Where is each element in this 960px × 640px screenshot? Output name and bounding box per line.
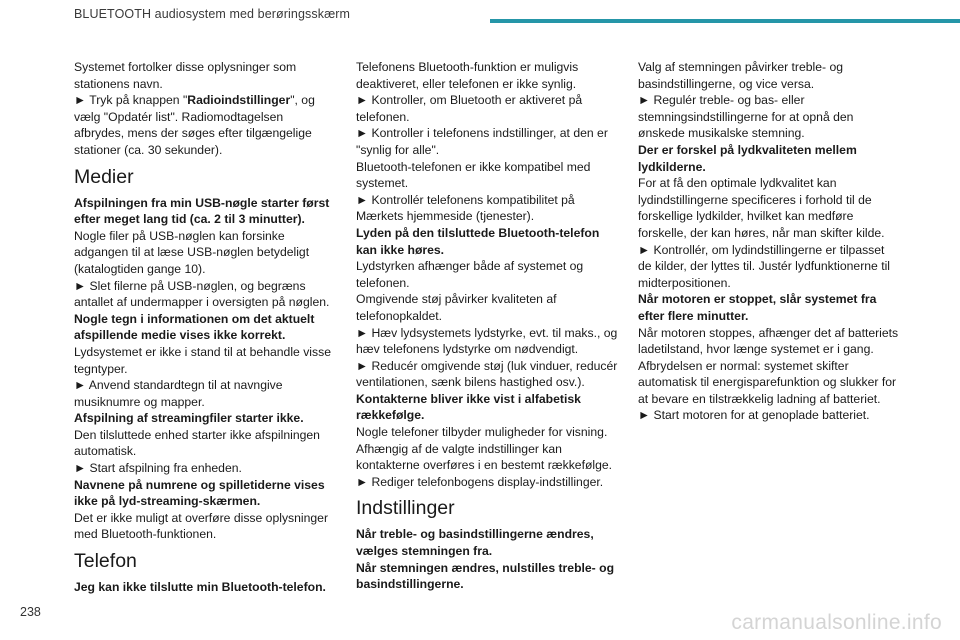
paragraph: Når motoren stoppes, afhænger det af batteriets ladetilstand, hvor længe systemet er i gang. bbox=[638, 325, 899, 357]
instruction-step: ► Start afspilning fra enheden. bbox=[74, 461, 242, 476]
paragraph: Det er ikke muligt at overføre disse oplysninger med Bluetooth-funktionen. bbox=[74, 510, 329, 542]
problem-statement: Når treble- og basindstillingerne ændres, vælges stemningen fra. bbox=[356, 527, 594, 559]
watermark: carmanualsonline.info bbox=[731, 611, 942, 634]
problem-statement: Når motoren er stoppet, slår systemet fra efter flere minutter. bbox=[638, 292, 877, 323]
section-heading: Indstillinger bbox=[356, 497, 455, 520]
paragraph: Nogle filer på USB-nøglen kan forsinke adgangen til at læse USB-nøglen betydeligt (katalogtiden gange 10). bbox=[74, 228, 310, 276]
instruction-step: ► Hæv lydsystemets lydstyrke, evt. til maks., og hæv telefonens lydstyrke om nødvendigt. bbox=[356, 325, 618, 357]
problem-statement: Afspilningen fra min USB-nøgle starter først efter meget lang tid (ca. 2 til 3 minutter). bbox=[74, 195, 330, 227]
running-header: BLUETOOTH audiosystem med berøringsskærm bbox=[74, 7, 351, 21]
instruction-step: ► Kontroller i telefonens indstillinger, at den er "synlig for alle". bbox=[356, 126, 608, 157]
instruction-step: ► Kontrollér, om lydindstillingerne er tilpasset de kilder, der lyttes til. Justér lydfunktionerne til midterpositionen. bbox=[638, 242, 890, 290]
paragraph: Den tilsluttede enhed starter ikke afspilningen automatisk. bbox=[74, 427, 320, 459]
problem-statement: Jeg kan ikke tilslutte min Bluetooth-telefon. bbox=[74, 580, 326, 595]
problem-statement: Kontakterne bliver ikke vist i alfabetisk rækkefølge. bbox=[356, 391, 581, 423]
problem-statement: Lyden på den tilsluttede Bluetooth-telefon kan ikke høres. bbox=[356, 225, 600, 257]
problem-statement: Når stemningen ændres, nulstilles treble- og basindstillingerne. bbox=[356, 560, 615, 592]
instruction-step: ► Kontroller, om Bluetooth er aktiveret på telefonen. bbox=[356, 93, 583, 124]
problem-statement: Afspilning af streamingfiler starter ikke. bbox=[74, 411, 304, 426]
instruction-step: ► Slet filerne på USB-nøglen, og begræns antallet af undermapper i oversigten på nøglen. bbox=[74, 278, 330, 310]
section-heading: Telefon bbox=[74, 550, 137, 573]
paragraph: Lydsystemet er ikke i stand til at behandle visse tegntyper. bbox=[74, 344, 331, 376]
paragraph: For at få den optimale lydkvalitet kan lydindstillingerne specificeres i forhold til de forskellige lydkilder, hvilket kan medføre forskelle, der kan høres, når man skifter kilde. bbox=[638, 176, 885, 240]
instruction-step bbox=[74, 92, 336, 158]
problem-statement: Der er forskel på lydkvaliteten mellem lydkilderne. bbox=[638, 142, 857, 174]
paragraph: Lydstyrken afhænger både af systemet og telefonen. bbox=[356, 259, 584, 290]
problem-statement: Nogle tegn i informationen om det aktuelt afspillende medie vises ikke korrekt. bbox=[74, 311, 315, 343]
paragraph: Nogle telefoner tilbyder muligheder for visning. Afhængig af de valgte indstillinger kan kontakterne overføres i en bestemt rækkefølge. bbox=[356, 425, 613, 473]
paragraph: Telefonens Bluetooth-funktion er muligvis deaktiveret, eller telefonen er ikke synlig. bbox=[356, 60, 579, 91]
paragraph-fragment: ► Tryk på knappen " bbox=[74, 93, 188, 108]
paragraph: Bluetooth-telefonen er ikke kompatibel med systemet. bbox=[356, 159, 591, 191]
text-column-left bbox=[74, 59, 336, 596]
instruction-step: ► Kontrollér telefonens kompatibilitet på Mærkets hjemmeside (tjenester). bbox=[356, 192, 575, 224]
text-column-right bbox=[638, 59, 900, 424]
paragraph: Afbrydelsen er normal: systemet skifter automatisk til energisparefunktion og slukker for at bevare en tilstrækkelig ladning af batteriet. bbox=[638, 358, 897, 406]
paragraph: Valg af stemningen påvirker treble- og basindstillingerne, og vice versa. bbox=[638, 60, 844, 91]
paragraph-fragment: ", og vælg "Opdatér list". Radiomodtagelsen afbrydes, mens der søges efter tilgængelige stationer (ca. 30 sekunder). bbox=[74, 93, 315, 157]
instruction-step: ► Regulér treble- og bas- eller stemningsindstillingerne for at opnå den ønskede musikalske stemning. bbox=[638, 93, 854, 141]
problem-statement: Navnene på numrene og spilletiderne vises ikke på lyd-streaming-skærmen. bbox=[74, 477, 325, 509]
page-number: 238 bbox=[20, 605, 41, 619]
instruction-step: ► Start motoren for at genoplade batteriet. bbox=[638, 408, 870, 423]
section-heading: Medier bbox=[74, 165, 134, 188]
text-column-middle bbox=[356, 59, 618, 593]
paragraph: Omgivende støj påvirker kvaliteten af telefonopkaldet. bbox=[356, 292, 557, 323]
instruction-step: ► Reducér omgivende støj (luk vinduer, reducér ventilationen, sænk bilens hastighed osv.). bbox=[356, 358, 618, 390]
instruction-step: ► Anvend standardtegn til at navngive musiknumre og mapper. bbox=[74, 378, 283, 409]
header-accent-bar bbox=[490, 19, 960, 23]
button-name-emphasis: Radioindstillinger bbox=[187, 93, 291, 108]
instruction-step: ► Rediger telefonbogens display-indstillinger. bbox=[356, 474, 604, 489]
paragraph: Systemet fortolker disse oplysninger som stationens navn. bbox=[74, 60, 297, 91]
